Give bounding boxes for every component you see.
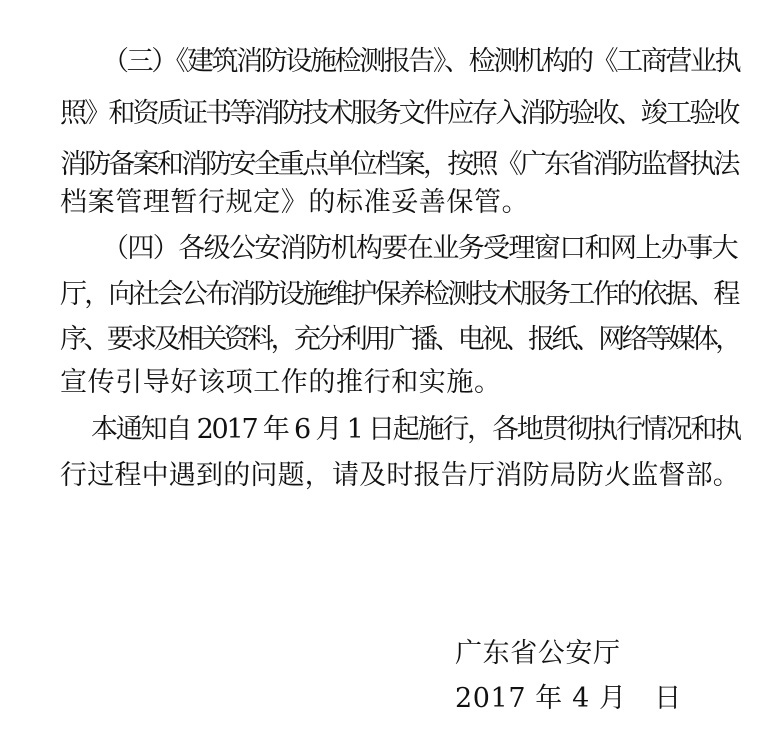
notice-line-1: 本通知自 2017 年 6 月 1 日起施行，各地贯彻执行情况和执 <box>91 414 740 445</box>
paragraph-3-line-3: 消防备案和消防安全重点单位档案，按照《广东省消防监督执法 <box>60 149 738 180</box>
paragraph-3-line-4: 档案管理暂行规定》的标准妥善保管。 <box>60 187 530 218</box>
paragraph-3-line-2: 照》和资质证书等消防技术服务文件应存入消防验收、竣工验收 <box>60 98 738 129</box>
paragraph-4-line-3: 序、要求及相关资料，充分利用广播、电视、报纸、网络等媒体， <box>60 324 739 355</box>
paragraph-4-line-2: 厅，向社会公布消防设施维护保养检测技术服务工作的依据、程 <box>60 279 738 310</box>
paragraph-4-line-1: （四）各级公安消防机构要在业务受理窗口和网上办事大 <box>102 233 737 264</box>
issue-date: 2017 年 4 月 日 <box>455 683 682 714</box>
paragraph-3-line-1: （三）《建筑消防设施检测报告》、检测机构的《工商营业执 <box>102 46 740 77</box>
paragraph-4-line-4: 宣传引导好该项工作的推行和实施。 <box>60 367 502 398</box>
notice-line-2: 行过程中遇到的问题，请及时报告厅消防局防火监督部。 <box>60 460 740 491</box>
issuer-name: 广东省公安厅 <box>455 638 621 669</box>
